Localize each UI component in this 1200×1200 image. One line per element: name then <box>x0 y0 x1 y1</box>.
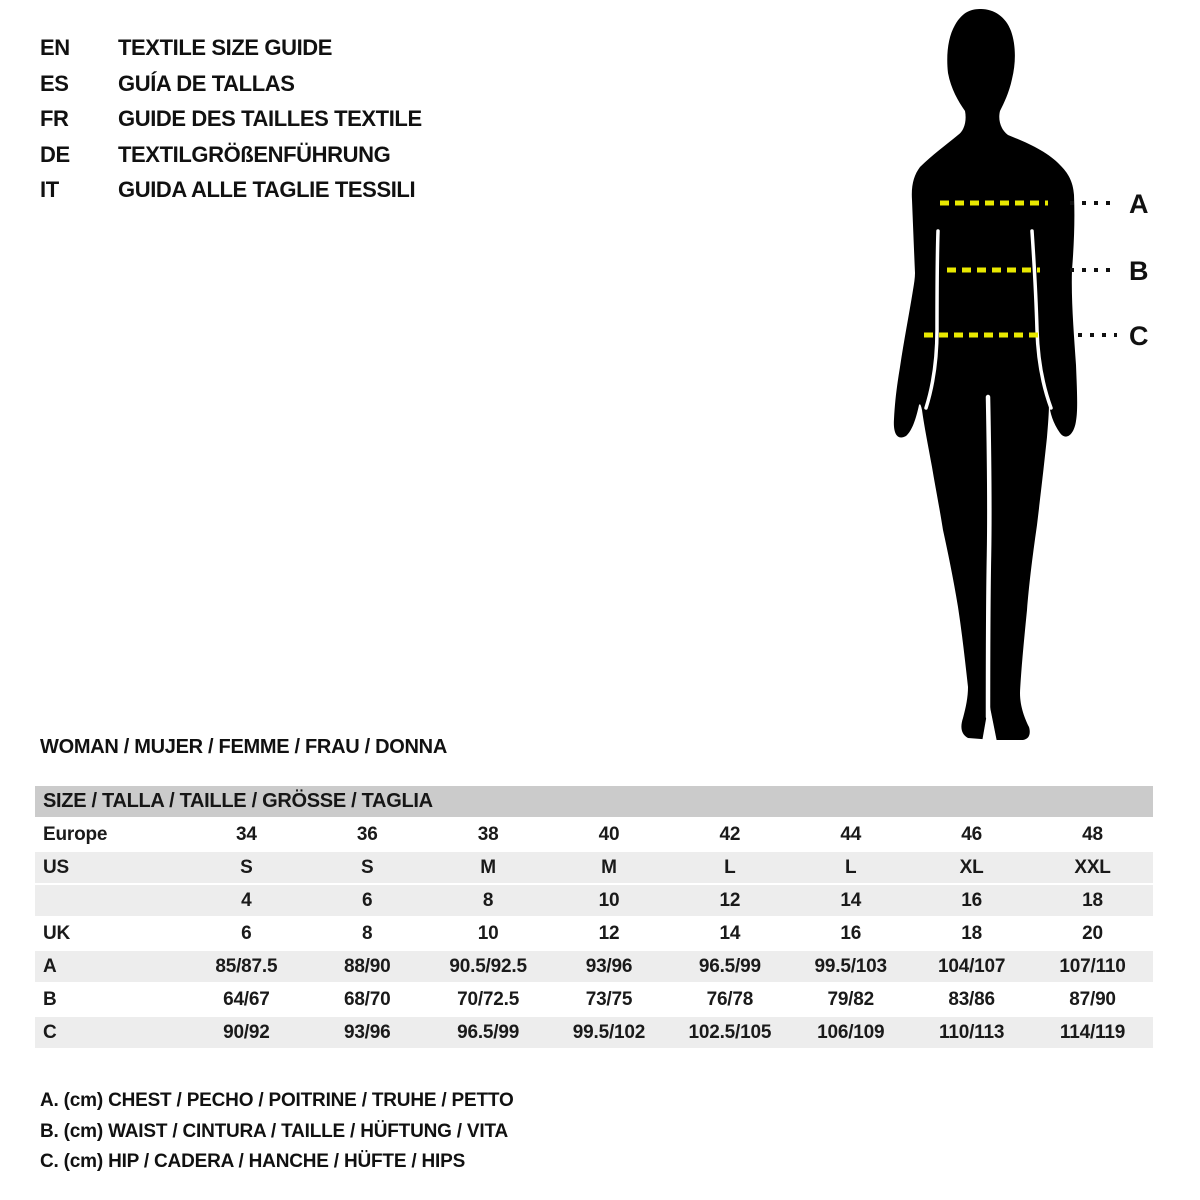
table-row <box>35 1017 1153 1048</box>
language-row <box>40 66 422 102</box>
woman-silhouette-figure <box>880 5 1200 745</box>
language-code: EN <box>40 35 70 60</box>
table-row <box>35 885 1153 916</box>
table-row <box>35 951 1153 982</box>
size-cell: 83/86 <box>948 988 995 1010</box>
size-cell: 46 <box>961 823 982 845</box>
leg-gap <box>988 397 989 717</box>
size-cell: 102.5/105 <box>669 1017 790 1048</box>
marker-label-a: A <box>1129 189 1149 219</box>
measurement-legend <box>40 1086 514 1178</box>
size-cell: L <box>790 852 911 883</box>
size-cell: 96.5/99 <box>428 1017 549 1048</box>
row-label: US <box>35 852 186 883</box>
size-cell: 6 <box>241 922 252 944</box>
size-cell: M <box>549 852 670 883</box>
size-cell: 4 <box>186 885 307 916</box>
legend-line: C. (cm) HIP / CADERA / HANCHE / HÜFTE / HIPS <box>40 1151 466 1172</box>
size-cell: 110/113 <box>911 1017 1032 1048</box>
size-cell: 10 <box>477 922 499 944</box>
legend-line: A. (cm) CHEST / PECHO / POITRINE / TRUHE / PETTO <box>40 1090 514 1111</box>
language-row <box>40 101 422 137</box>
table-row <box>35 984 1153 1015</box>
marker-label-b: B <box>1129 256 1149 286</box>
language-row <box>40 172 422 208</box>
language-row <box>40 137 422 173</box>
table-row <box>35 819 1153 850</box>
guide-title: TEXTILE SIZE GUIDE <box>118 35 333 60</box>
size-cell: 8 <box>428 885 549 916</box>
size-cell: 87/90 <box>1069 988 1116 1010</box>
size-cell: 99.5/102 <box>549 1017 670 1048</box>
size-cell: 20 <box>1082 922 1103 944</box>
size-cell: 99.5/103 <box>790 951 911 982</box>
size-cell: 42 <box>719 823 741 845</box>
row-label: C <box>35 1017 186 1048</box>
size-cell: 68/70 <box>343 988 391 1010</box>
size-cell: 90/92 <box>186 1017 307 1048</box>
size-cell: 40 <box>598 823 620 845</box>
table-row <box>35 852 1153 883</box>
size-cell: 14 <box>719 922 741 944</box>
language-title-block <box>40 30 422 208</box>
size-table-body <box>35 819 1153 1048</box>
language-code: DE <box>40 141 70 167</box>
row-label: A <box>35 951 186 982</box>
language-code: IT <box>40 177 59 202</box>
size-cell: 73/75 <box>585 988 633 1010</box>
size-cell: 96.5/99 <box>669 951 790 982</box>
size-cell: 36 <box>356 823 378 845</box>
size-cell: XXL <box>1032 852 1153 883</box>
size-cell: 12 <box>669 885 790 916</box>
size-cell: 44 <box>840 823 862 845</box>
section-title: WOMAN / MUJER / FEMME / FRAU / DONNA <box>40 736 447 758</box>
size-cell: 14 <box>790 885 911 916</box>
size-cell: 18 <box>1032 885 1153 916</box>
row-label: UK <box>43 922 71 944</box>
guide-title: TEXTILGRÖßENFÜHRUNG <box>118 141 391 167</box>
size-cell: 16 <box>840 922 862 944</box>
size-cell: 107/110 <box>1032 951 1153 982</box>
figure-area <box>880 5 1200 745</box>
marker-label-c: C <box>1129 321 1149 351</box>
language-code: FR <box>40 106 69 131</box>
size-cell: 34 <box>235 823 257 845</box>
size-cell: 93/96 <box>549 951 670 982</box>
row-label: Europe <box>43 823 108 845</box>
legend-line: B. (cm) WAIST / CINTURA / TAILLE / HÜFTUNG / VITA <box>40 1120 508 1142</box>
size-cell: 90.5/92.5 <box>428 951 549 982</box>
woman-silhouette <box>894 9 1077 740</box>
language-row <box>40 30 422 66</box>
size-cell: 70/72.5 <box>457 988 520 1010</box>
size-table <box>35 817 1153 1050</box>
size-cell: 85/87.5 <box>186 951 307 982</box>
size-cell: 79/82 <box>827 988 874 1010</box>
guide-title: GUÍA DE TALLAS <box>118 70 295 96</box>
size-cell: 76/78 <box>706 988 754 1010</box>
size-cell: S <box>307 852 428 883</box>
size-cell: M <box>428 852 549 883</box>
size-cell: 93/96 <box>307 1017 428 1048</box>
size-cell: 18 <box>961 922 982 944</box>
size-cell: 106/109 <box>790 1017 911 1048</box>
table-row <box>35 918 1153 949</box>
guide-title: GUIDA ALLE TAGLIE TESSILI <box>118 177 416 202</box>
size-table-section <box>35 786 1153 1050</box>
row-label: B <box>43 988 57 1010</box>
size-cell: 104/107 <box>911 951 1032 982</box>
size-cell: 12 <box>598 922 620 944</box>
size-cell: 38 <box>477 823 499 845</box>
size-cell: 88/90 <box>307 951 428 982</box>
size-cell: 114/119 <box>1032 1017 1153 1048</box>
size-cell: XL <box>911 852 1032 883</box>
size-cell: 16 <box>911 885 1032 916</box>
guide-title: GUIDE DES TAILLES TEXTILE <box>118 106 422 131</box>
size-cell: 8 <box>362 922 373 944</box>
size-cell: 64/67 <box>223 988 270 1010</box>
size-table-header: SIZE / TALLA / TAILLE / GRÖSSE / TAGLIA <box>35 786 1153 817</box>
language-code: ES <box>40 70 69 96</box>
row-label <box>35 885 186 916</box>
size-cell: 6 <box>307 885 428 916</box>
size-cell: L <box>669 852 790 883</box>
size-cell: 10 <box>549 885 670 916</box>
size-cell: 48 <box>1082 823 1103 845</box>
size-cell: S <box>186 852 307 883</box>
